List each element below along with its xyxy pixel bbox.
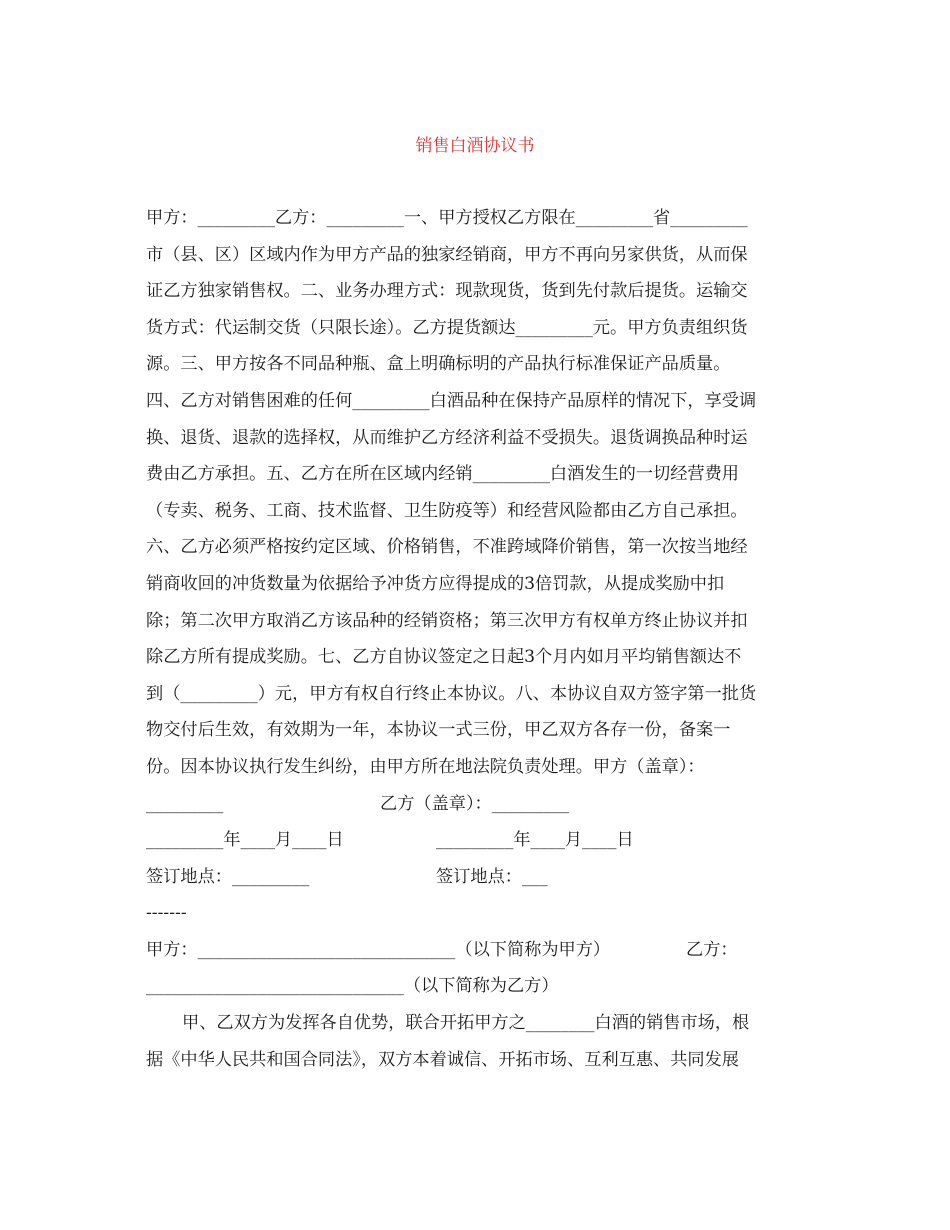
party-b-label: 乙方： [686,939,738,960]
party-a-row [146,932,816,969]
paragraph-line: 费由乙方承担。五、乙方在所在区域内经销_________白酒发生的一切经营费用 [146,464,739,485]
paragraph-line: （专卖、税务、工商、技术监督、卫生防疫等）和经营风险都由乙方自己承担。 [146,500,748,521]
paragraph-line: 销商收回的冲货数量为依据给予冲货方应得提成的3倍罚款，从提成奖励中扣 [146,573,725,594]
paragraph-line: 甲方：_________乙方：_________一、甲方授权乙方限在_________省_________ [146,208,748,228]
paragraph-line: 源。三、甲方按各不同品种瓶、盒上明确标明的产品执行标准保证产品质量。 [146,354,731,375]
paragraph-line: 六、乙方必须严格按约定区域、价格销售，不准跨域降价销售，第一次按当地经 [146,537,748,558]
date-row [146,822,816,859]
paragraph-line: 四、乙方对销售困难的任何_________白酒品种在保持产品原样的情况下，享受调 [146,390,757,411]
paragraph-line: 货方式：代运制交货（只限长途）。乙方提货额达_________元。甲方负责组织货 [146,317,748,338]
party-b-line: ______________________________（以下简称为乙方） [146,976,559,997]
party-a-seal-blank: _________ [146,793,224,814]
intro-paragraph-line: 甲、乙双方为发挥各自优势，联合开拓甲方之________白酒的销售市场，根 [182,1013,750,1034]
paragraph-line: 市（县、区）区域内作为甲方产品的独家经销商，甲方不再向另家供货，从而保 [146,244,748,265]
party-b-seal-label: 乙方（盖章）：_________ [380,793,570,814]
paragraph-line: 除乙方所有提成奖励。七、乙方自协议签定之日起3个月内如月平均销售额达不 [146,647,742,668]
intro-paragraph-line: 据《中华人民共和国合同法》，双方本着诚信、开拓市场、互利互惠、共同发展 [146,1049,739,1070]
paragraph-line: 换、退货、退款的选择权，从而维护乙方经济利益不受损失。退货调换品种时运 [146,427,748,448]
paragraph-line: 除；第二次甲方取消乙方该品种的经销资格；第三次甲方有权单方终止协议并扣 [146,610,748,631]
paragraph-line: 物交付后生效，有效期为一年，本协议一式三份，甲乙双方各存一份，备案一 [146,720,731,741]
party-b-date: _________年____月____日 [436,830,634,851]
paragraph-line: 证乙方独家销售权。二、业务办理方式：现款现货，货到先付款后提货。运输交 [146,281,748,302]
paragraph-line: 到（_________）元，甲方有权自行终止本协议。八、本协议自双方签字第一批货 [146,683,757,704]
place-continuation: ------- [146,903,187,924]
paragraph-line: 份。因本协议执行发生纠纷，由甲方所在地法院负责处理。甲方（盖章）： [146,756,705,777]
signature-row [146,786,816,823]
document-body [146,200,816,1078]
party-a-line: 甲方：______________________________（以下简称为甲方） [146,939,611,960]
document-title: 销售白酒协议书 [415,136,535,156]
party-a-date: _________年____月____日 [146,830,344,851]
place-row [146,859,816,896]
party-a-place: 签订地点：_________ [146,866,310,887]
party-b-place: 签订地点：___ [436,866,548,887]
